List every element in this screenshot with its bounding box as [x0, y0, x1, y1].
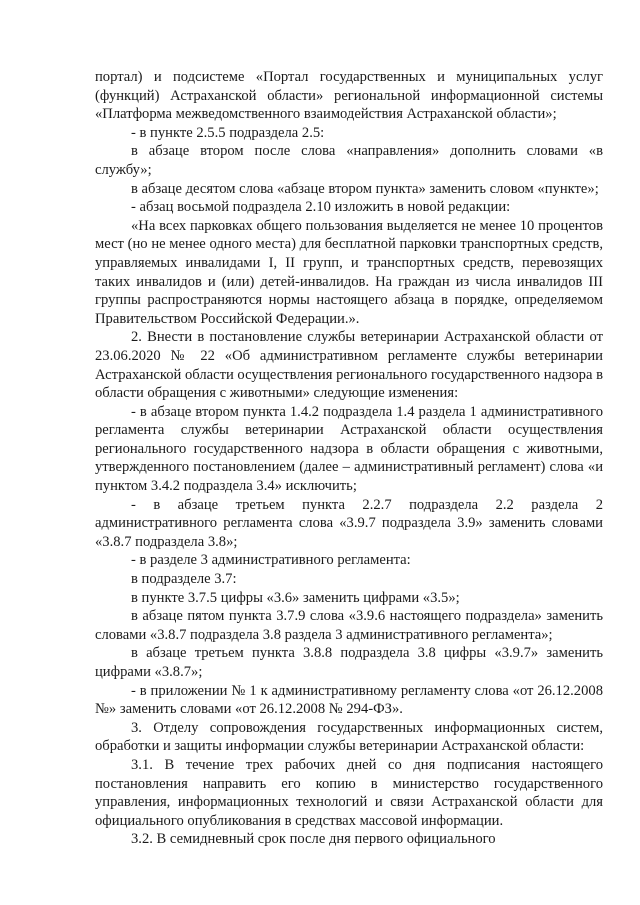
paragraph-item-3-1: 3.1. В течение трех рабочих дней со дня подписания настоящего постановления направить его копию в министерство государственного управления, информационных технологий и связи Астраханской области для официального опубликования в средствах массовой информации. — [95, 756, 603, 829]
paragraph-appendix-1: - в приложении № 1 к административному регламенту слова «от 26.12.2008 №» заменить словами «от 26.12.2008 № 294-ФЗ». — [95, 682, 603, 718]
paragraph-section-3: - в разделе 3 административного регламента: — [131, 552, 411, 569]
document-page — [95, 68, 603, 849]
paragraph-item-3-2: 3.2. В семидневный срок после дня первого официального — [131, 831, 496, 848]
paragraph-second-abzac: в абзаце втором после слова «направления» дополнить словами «в службу»; — [95, 143, 603, 178]
paragraph-item-2-2-7: - в абзаце третьем пункта 2.2.7 подраздела 2.2 раздела 2 административного регламента слова «3.9.7 подраздела 3.9» заменить словами «3.8.7 подраздела 3.8»; — [95, 496, 603, 550]
paragraph-item-3-8-8: в абзаце третьем пункта 3.8.8 подраздела 3.8 цифры «3.9.7» заменить цифрами «3.8.7»; — [95, 645, 603, 680]
paragraph-parking-quote: «На всех парковках общего пользования выделяется не менее 10 процентов мест (но не менее одного места) для бесплатной парковки транспортных средств, управляемых инвалидами I, II групп, и транспортных средств, перевозящих таких инвалидов и (или) детей-инвалидов. На граждан из числа инвалидов III группы распространяются нормы настоящего абзаца в порядке, определяемом Правительством Российской Федерации.». — [95, 217, 603, 327]
paragraph-item-2: 2. Внести в постановление службы ветеринарии Астраханской области от 23.06.2020 № 22 «Об административном регламенте службы ветеринарии Астраханской области осуществления регионального государственного надзора в области обращения с животными» следующие изменения: — [95, 329, 603, 402]
paragraph-item-3-7-5: в пункте 3.7.5 цифры «3.6» заменить цифрами «3.5»; — [131, 589, 460, 606]
paragraph-portal-subsystem: портал) и подсистеме «Портал государственных и муниципальных услуг (функций) Астраханской области» региональной информационной системы «Платформа межведомственного взаимодействия Астраханской области»; — [95, 69, 603, 123]
paragraph-subsection-3-7: в подразделе 3.7: — [131, 571, 237, 588]
paragraph-tenth-abzac: в абзаце десятом слова «абзаце втором пункта» заменить словом «пункте»; — [131, 180, 599, 197]
paragraph-item-2-5-5: - в пункте 2.5.5 подраздела 2.5: — [131, 124, 325, 141]
paragraph-item-3: 3. Отделу сопровождения государственных информационных систем, обработки и защиты информации службы ветеринарии Астраханской области: — [95, 719, 603, 755]
paragraph-item-1-4-2: - в абзаце втором пункта 1.4.2 подраздела 1.4 раздела 1 административного регламента службы ветеринарии Астраханской области осуществления регионального государственного надзора в области обращения с животными, утвержденного постановлением (далее – административный регламент) слова «и пунктом 3.4.2 подраздела 3.4» исключить; — [95, 403, 603, 495]
paragraph-subsection-2-10: - абзац восьмой подраздела 2.10 изложить в новой редакции: — [131, 199, 511, 216]
paragraph-item-3-7-9: в абзаце пятом пункта 3.7.9 слова «3.9.6 настоящего подраздела» заменить словами «3.8.7 подраздела 3.8 раздела 3 административного регламента»; — [95, 608, 603, 643]
